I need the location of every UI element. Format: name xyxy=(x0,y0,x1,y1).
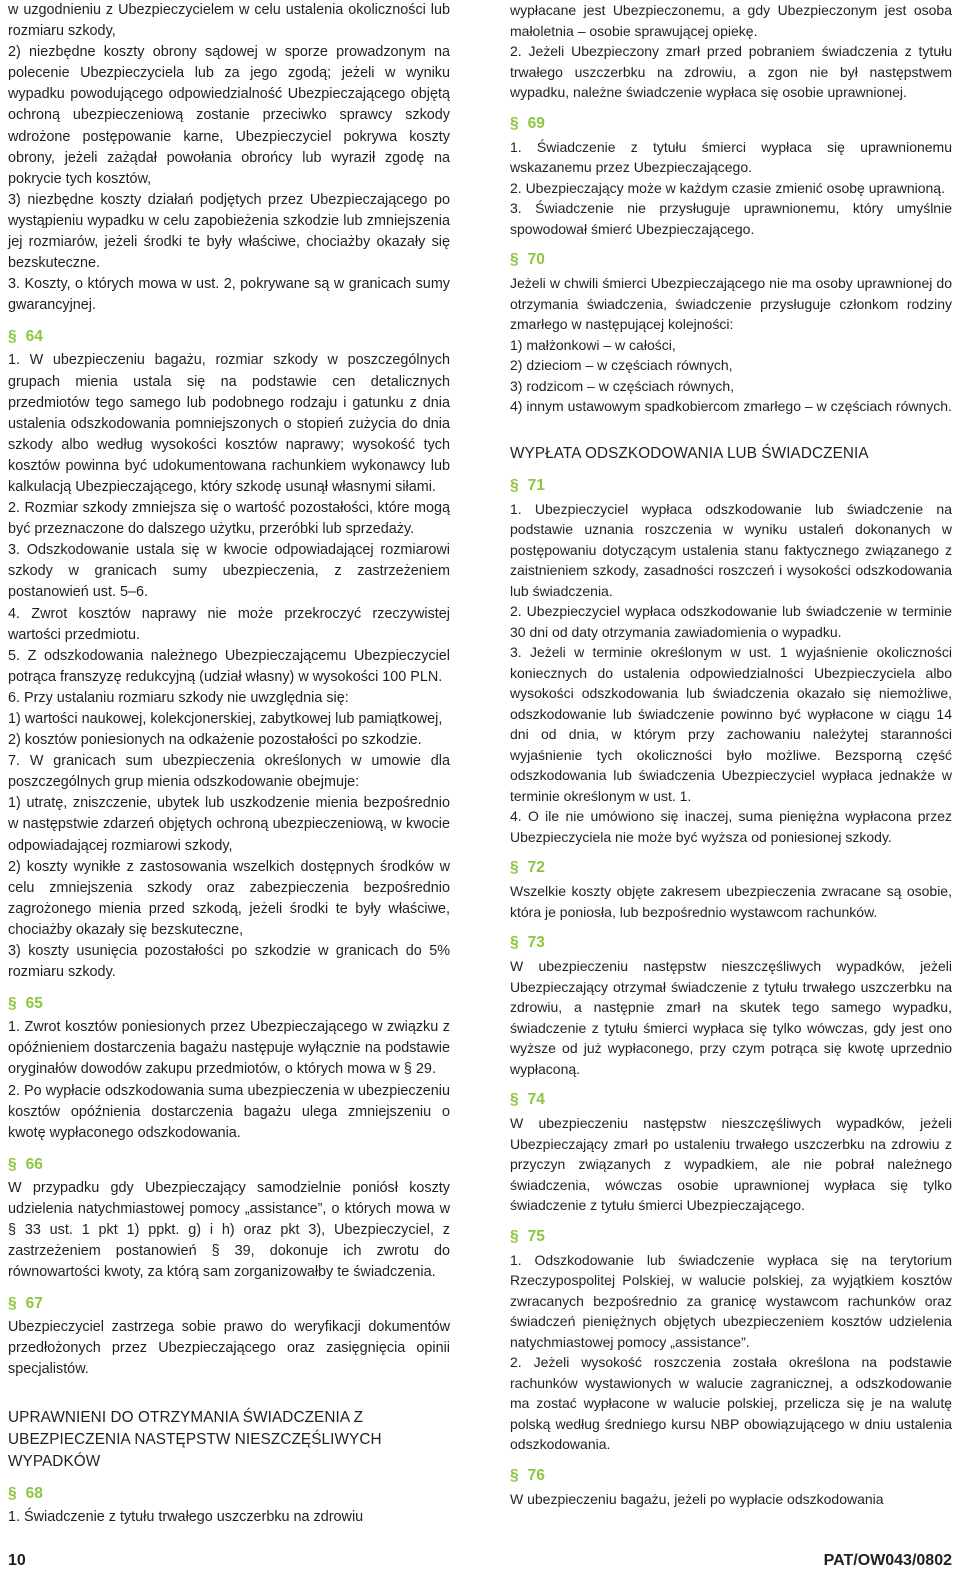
section-symbol: § xyxy=(8,1155,17,1173)
paragraph: 2. Ubezpieczający może w każdym czasie zmienić osobę uprawnioną. xyxy=(510,179,945,196)
paragraph: 6. Przy ustalaniu rozmiaru szkody nie uwzględnia się: xyxy=(8,689,349,706)
document-code: PAT/OW043/0802 xyxy=(823,1552,952,1569)
section-symbol: § xyxy=(8,995,17,1013)
section-number xyxy=(510,857,952,879)
paragraph: 1. Świadczenie z tytułu trwałego uszczerbku na zdrowiu xyxy=(8,1508,364,1525)
paragraph: 3) rodzicom – w częściach równych, xyxy=(510,377,735,394)
section-symbol: § xyxy=(510,859,519,876)
paragraph: Ubezpieczyciel zastrzega sobie prawo do weryfikacji dokumentów przedłożonych przez Ubezpieczającego oraz zasięgnięcia opinii specjalistów. xyxy=(8,1319,450,1378)
paragraph: 2) kosztów poniesionych na odkażenie pozostałości po szkodzie. xyxy=(8,732,422,749)
paragraph: W ubezpieczeniu bagażu, jeżeli po wypłacie odszkodowania xyxy=(510,1490,884,1507)
paragraph: 1. W ubezpieczeniu bagażu, rozmiar szkody w poszczególnych grupach mienia ustala się na podstawie cen detalicznych przedmiotów tego samego lub podobnego rodzaju i gatunku z dnia ustalenia odszkodowania pomniejszonych o stopień zużycia do dnia szkody albo według wysokości kosztów naprawy; wysokość tych kosztów powinna być udokumentowana rachunkiem wykonawcy lub kalkulacją Ubezpieczającego, który szkodę usunął własnymi siłami. xyxy=(8,352,450,495)
paragraph: 1) utratę, zniszczenie, ubytek lub uszkodzenie mienia bezpośrednio w następstwie zdarzeń objętych ochroną ubezpieczeniową, w kwocie odpowiadającej rozmiarowi szkody, xyxy=(8,795,450,854)
paragraph: 2. Po wypłacie odszkodowania suma ubezpieczenia w ubezpieczeniu kosztów opóźnienia dostarczenia bagażu ulega zmniejszeniu o kwotę wypłaconego odszkodowania. xyxy=(8,1082,450,1141)
section-symbol: § xyxy=(510,114,519,132)
paragraph: 3) koszty usunięcia pozostałości po szkodzie w granicach do 5% rozmiaru szkody. xyxy=(8,943,450,981)
section-number-value: 70 xyxy=(527,251,545,268)
paragraph: 2) dzieciom – w częściach równych, xyxy=(510,357,733,373)
paragraph: 2. Ubezpieczyciel wypłaca odszkodowanie lub świadczenie w terminie 30 dni od daty otrzymania zawiadomienia o wypadku. xyxy=(510,603,952,640)
paragraph: 4. O ile nie umówiono się inaczej, suma pieniężna wypłacona przez Ubezpieczyciela nie może być wyższa od poniesionej szkody. xyxy=(510,808,952,845)
paragraph: 2) niezbędne koszty obrony sądowej w sporze prowadzonym na polecenie Ubezpieczyciela lub za jego zgodą; jeżeli w wyniku wypadku powodującego odpowiedzialność Ubezpieczającego objętą ochroną ubezpieczeniową zostanie przeciwko sprawcy szkody wdrożone postępowanie karne, Ubezpieczyciel pokrywa koszty obrony, jeżeli zażądał powołania obrońcy lub wyraził zgodę na pokrycie tych kosztów, xyxy=(8,44,450,187)
section-number xyxy=(8,1154,450,1176)
section-number xyxy=(510,932,952,954)
section-symbol: § xyxy=(8,1295,17,1313)
paragraph: 4. Zwrot kosztów naprawy nie może przekroczyć rzeczywistej wartości przedmiotu. xyxy=(8,605,450,643)
section-number-value: 69 xyxy=(527,114,545,132)
paragraph: 2. Rozmiar szkody zmniejsza się o wartość pozostałości, które mogą być przeznaczone do dalszego użytku, przeróbki lub sprzedaży. xyxy=(8,500,450,538)
section-symbol: § xyxy=(510,1466,519,1484)
paragraph: 4) innym ustawowym spadkobiercom zmarłego – w częściach równych. xyxy=(510,398,952,414)
section-symbol: § xyxy=(510,934,519,951)
paragraph: 3. Odszkodowanie ustala się w kwocie odpowiadającej rozmiarowi szkody w granicach sumy ubezpieczenia, z zastrzeżeniem postanowień ust. 5–6. xyxy=(8,542,450,601)
paragraph: 5. Z odszkodowania należnego Ubezpieczającemu Ubezpieczyciel potrąca franszyzę redukcyjną (udział własny) w wysokości 100 PLN. xyxy=(8,647,450,685)
section-number-value: 76 xyxy=(527,1466,545,1484)
section-number-value: 66 xyxy=(25,1155,43,1173)
section-number xyxy=(510,475,952,497)
section-symbol: § xyxy=(510,1227,519,1245)
paragraph: 7. W granicach sum ubezpieczenia określonych w umowie dla poszczególnych grup mienia odszkodowanie obejmuje: xyxy=(8,753,450,791)
section-heading: UPRAWNIENI DO OTRZYMANIA ŚWIADCZENIA Z UBEZPIECZENIA NASTĘPSTW NIESZCZĘŚLIWYCH WYPADKÓW xyxy=(8,1408,382,1470)
paragraph: 1. Świadczenie z tytułu śmierci wypłaca się uprawnionemu wskazanemu przez Ubezpieczającego. xyxy=(510,138,952,175)
paragraph: 1. Zwrot kosztów poniesionych przez Ubezpieczającego w związku z opóźnieniem dostarczenia bagażu następuje wyłącznie na podstawie oryginałów dowodów zakupu przedmiotów, o których mowa w § 29. xyxy=(8,1019,450,1078)
paragraph: 1) małżonkowi – w całości, xyxy=(510,336,676,353)
section-number-value: 75 xyxy=(527,1227,545,1245)
section-symbol: § xyxy=(510,1091,519,1108)
paragraph: 3. Świadczenie nie przysługuje uprawnionemu, który umyślnie spowodował śmierć Ubezpieczającego. xyxy=(510,200,952,237)
section-number-value: 65 xyxy=(25,995,43,1013)
section-number xyxy=(8,1483,450,1505)
section-symbol: § xyxy=(8,328,17,346)
paragraph: Wszelkie koszty objęte zakresem ubezpieczenia zwracane są osobie, która je poniosła, lub bezpośrednio wystawcom rachunków. xyxy=(510,883,952,920)
paragraph: 2. Jeżeli wysokość roszczenia została określona na podstawie rachunków wystawionych w walucie zagranicznej, a odszkodowanie ma zostać wypłacone w walucie polskiej, przelicza się je na walutę polską według średniego kursu NBP obowiązującego w dniu ustalenia odszkodowania. xyxy=(510,1354,952,1452)
paragraph: 3) niezbędne koszty działań podjętych przez Ubezpieczającego po wystąpieniu wypadku w celu zapobieżenia szkodzie lub zmniejszenia jej rozmiarów, jeżeli środki te były właściwe, chociażby okazały się bezskuteczne. xyxy=(8,191,450,272)
paragraph: 3. Jeżeli w terminie określonym w ust. 1 wyjaśnienie okoliczności koniecznych do ustalenia odpowiedzialności Ubezpieczyciela albo wysokości odszkodowania lub świadczenia okazało się niemożliwe, odszkodowanie lub świadczenie powinno być wypłacone w ciągu 14 dni od dnia, w którym przy zachowaniu należytej staranności wyjaśnienie tych okoliczności było możliwe. Bezsporną część odszkodowania lub świadczenia Ubezpieczyciel wypłaca jednakże w terminie określonym w ust. 1. xyxy=(510,644,952,804)
section-number xyxy=(8,993,450,1015)
section-number xyxy=(510,1226,952,1248)
paragraph: Jeżeli w chwili śmierci Ubezpieczającego nie ma osoby uprawnionej do otrzymania świadczenia, świadczenie przysługuje członkom rodziny zmarłego w następującej kolejności: xyxy=(510,275,952,332)
right-column xyxy=(510,0,952,1509)
page-number: 10 xyxy=(8,1552,26,1569)
section-number-value: 68 xyxy=(25,1484,43,1502)
section-number xyxy=(510,113,952,135)
section-heading: WYPŁATA ODSZKODOWANIA LUB ŚWIADCZENIA xyxy=(510,444,869,462)
left-column xyxy=(8,0,450,1528)
section-number xyxy=(510,1089,952,1111)
paragraph: 2) koszty wynikłe z zastosowania wszelkich dostępnych środków w celu zmniejszenia szkody oraz zabezpieczenia bezpośrednio zagrożonego mienia przed szkodą, jeżeli środki te były właściwe, chociażby okazały się bezskuteczne, xyxy=(8,858,450,938)
section-symbol: § xyxy=(8,1484,17,1502)
section-number xyxy=(510,249,952,271)
paragraph: W ubezpieczeniu następstw nieszczęśliwych wypadków, jeżeli Ubezpieczający otrzymał świadczenie z tytułu trwałego uszczerbku na zdrowiu, a następnie zmarł na skutek tego samego wypadku, świadczenie z tytułu śmierci wypłaca się tylko wówczas, gdy jest ono wyższe od już wypłaconego, przy czym potrąca się kwotę uprzednio wypłaconą. xyxy=(510,958,952,1077)
paragraph: 2. Jeżeli Ubezpieczony zmarł przed pobraniem świadczenia z tytułu trwałego uszczerbku na zdrowiu, a zgon nie był następstwem wypadku, należne świadczenie wypłaca się osobie uprawnionej. xyxy=(510,43,952,100)
paragraph: 3. Koszty, o których mowa w ust. 2, pokrywane są w granicach sumy gwarancyjnej. xyxy=(8,276,450,314)
paragraph: 1. Odszkodowanie lub świadczenie wypłaca się na terytorium Rzeczypospolitej Polskiej, w walucie polskiej, za wyjątkiem kosztów zwracanych bezpośrednio za granicę wystawcom rachunków oraz świadczeń pieniężnych objętych ubezpieczeniem kosztów udzielenia natychmiastowej pomocy „assistance”. xyxy=(510,1251,952,1350)
section-number-value: 71 xyxy=(527,476,545,494)
paragraph: w uzgodnieniu z Ubezpieczycielem w celu ustalenia okoliczności lub rozmiaru szkody, xyxy=(8,2,450,40)
section-number-value: 67 xyxy=(25,1295,43,1313)
section-number xyxy=(510,1465,952,1487)
section-number-value: 73 xyxy=(527,934,545,951)
section-number-value: 72 xyxy=(527,859,545,876)
paragraph: W ubezpieczeniu następstw nieszczęśliwych wypadków, jeżeli Ubezpieczający zmarł po ustaleniu trwałego uszczerbku na zdrowiu z przyczyn związanych z wypadkiem, ale nie pobrał należnego świadczenia, wówczas osobie uprawnionej wypłaca się tylko świadczenie z tytułu śmierci Ubezpieczającego. xyxy=(510,1115,952,1213)
paragraph: wypłacane jest Ubezpieczonemu, a gdy Ubezpieczonym jest osoba małoletnia – osobie sprawującej opiekę. xyxy=(510,2,952,39)
section-number-value: 64 xyxy=(25,328,43,346)
section-number-value: 74 xyxy=(527,1091,545,1108)
section-number xyxy=(8,326,450,348)
section-symbol: § xyxy=(510,476,519,494)
section-symbol: § xyxy=(510,251,519,268)
paragraph: 1) wartości naukowej, kolekcjonerskiej, zabytkowej lub pamiątkowej, xyxy=(8,711,443,727)
paragraph: 1. Ubezpieczyciel wypłaca odszkodowanie lub świadczenie na podstawie uznania roszczenia w wyniku ustaleń dokonanych w postępowaniu dotyczącym ustalenia stanu faktycznego związanego z zaistnieniem szkody, zasadności roszczeń i wysokości odszkodowania lub świadczenia. xyxy=(510,500,952,599)
section-number xyxy=(8,1293,450,1315)
paragraph: W przypadku gdy Ubezpieczający samodzielnie poniósł koszty udzielenia natychmiastowej pomocy „assistance”, o których mowa w § 33 ust. 1 pkt 1) ppkt. g) i h) oraz pkt 3), Ubezpieczyciel, z zastrzeżeniem postanowień § 39, dokonuje ich zwrotu do równowartości kwoty, za którą sam zorganizowałby te świadczenia. xyxy=(8,1179,450,1281)
